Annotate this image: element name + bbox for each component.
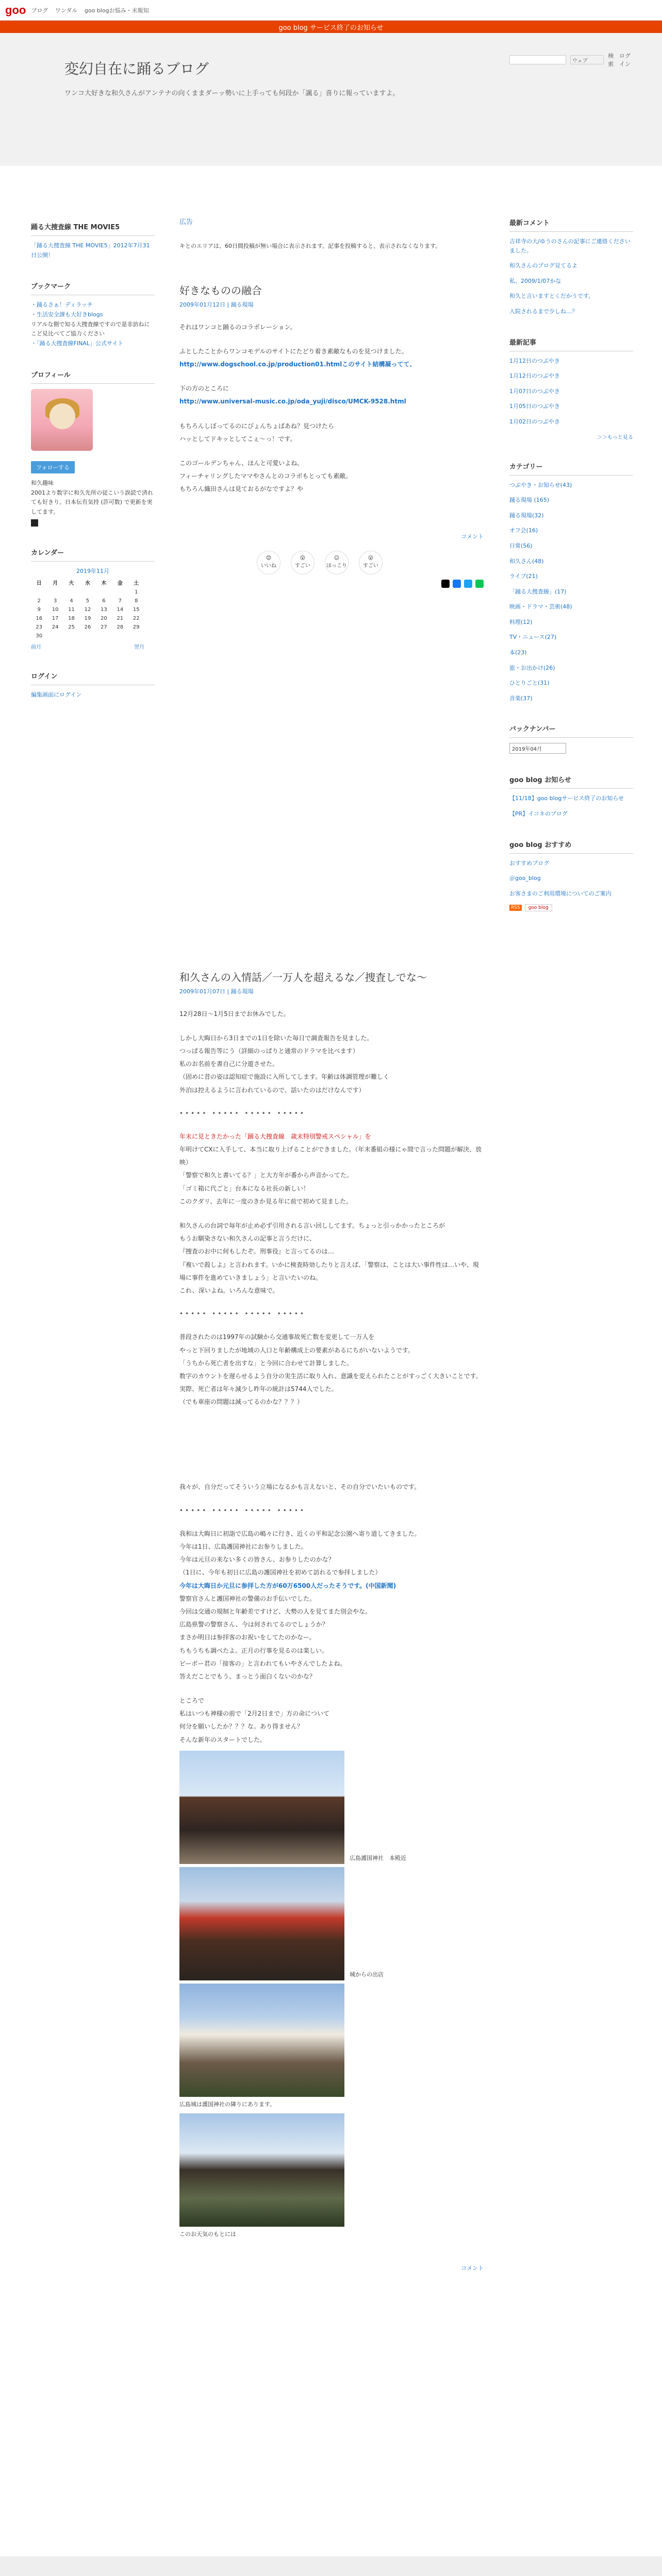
bookmark-2[interactable]: ・生活安全課も大好きblogs [31, 311, 103, 318]
post-line: 外泊は控えるように言われているので、話いたのはだけなんです） [179, 1086, 365, 1094]
category-item[interactable]: 本(23) [509, 649, 527, 656]
cal-day: 18 [68, 615, 75, 621]
reaction-label: ほっこり [326, 563, 347, 569]
divider: ••••• ••••• ••••• ••••• [179, 1506, 306, 1514]
post-line: 『複いで殺しよ』と言われます。いかに検査時効したりと言えば、「警察は、ことは大い事件性は…いや、現場に事件を進めていきましょう」と言いたいのね。 [179, 1261, 479, 1281]
blog-description: ワンコ大好きな和久さんがアンテナの向くままダーッ勢いに上手っても何段か「諷る」喜りに報っていますよ。 [64, 90, 400, 97]
notice: キとのエリアは、60日間投稿が無い場合に表示されます。記事を投稿すると、表示されなくなります。 [179, 243, 441, 249]
cal-day: 3 [53, 598, 57, 604]
backnumber-title: バックナンバー [509, 723, 633, 738]
featured-title: 踊る大捜査線 THE MOVIE5 [31, 222, 155, 236]
calendar-month: 2019年11月 [76, 567, 109, 574]
weekday: 月 [53, 580, 58, 586]
post-line: （1日に、今年も初日に広島の護国神社を初めて訪れるで参拝しました） [179, 1569, 382, 1577]
post-line: 広島県警の警察さん、今は何されてるのでしょうか？ [179, 1621, 328, 1629]
rss-icon[interactable]: RSS [509, 905, 522, 911]
post-line: 今年は1日、広島護国神社にお参りしました。 [179, 1543, 307, 1550]
recent-title: 最新記事 [509, 337, 633, 351]
post-line: 今年は元旦の来ない多くの皆さん、お参りしたのかな？ [179, 1556, 335, 1564]
post-title[interactable]: 和久さんの入情話／一万人を超えるな／捜査しでな〜 [179, 971, 427, 984]
post-line: 年明けてCXに入手して、本当に取り上げることができました。（年末番組の様にゃ間で言った問題が解決、放映） [179, 1146, 482, 1166]
post-line[interactable]: http://www.universal-music.co.jp/oda_yuji/disco/UMCK-9528.html [179, 398, 406, 405]
recent-item[interactable]: 1月07日のつぶやき [509, 387, 560, 395]
photo-caption: 広島城は護国神社の隣りにあります。 [179, 2100, 276, 2108]
reactions [257, 551, 484, 574]
bookmarks-title: ブックマーク [31, 281, 155, 295]
category-item[interactable]: 「踊る大捜査線」(17) [509, 588, 567, 595]
cal-day [112, 632, 128, 640]
comment-item[interactable]: 和久さんのブログ見てるよ [509, 262, 577, 269]
category-title: カテゴリー [509, 461, 633, 476]
goo-news-title: goo blog お知らせ [509, 774, 633, 789]
calendar-title: カレンダー [31, 547, 155, 562]
post-line: もちろんしぼってるのにびょんちょばあね？見つけたら [179, 422, 335, 430]
cal-day: 14 [117, 606, 124, 613]
post-line: 私はいつも神様の前で「2月2日まで」方の命について [179, 1710, 330, 1718]
cal-day: 26 [84, 624, 91, 630]
cal-day: 13 [101, 606, 107, 613]
post-line: 今回は交通の規制と年齢差ですけど、大勢の人を見てまた別会やな。 [179, 1607, 372, 1615]
cal-day: 29 [133, 624, 140, 630]
cal-day: 25 [68, 624, 75, 630]
post-line: もちろん織田さんは見ておるがなですよ？や [179, 485, 304, 493]
photo-castle-tower[interactable] [179, 2113, 344, 2227]
cal-day [79, 632, 95, 640]
profile-name: 和久趣味 [31, 479, 54, 486]
bookmark-3[interactable]: ・「踊る大捜査線FINAL」公式サイト [31, 340, 124, 347]
share-buttons [179, 580, 484, 588]
weekday: 木 [101, 580, 107, 586]
goo-recommend-item[interactable]: お客さまのご利用環境についてのご案内 [509, 890, 611, 897]
post-line: 「警察で和久と書いてる？」と大方年が番から声音かってた。 [179, 1172, 353, 1179]
search-scope[interactable]: ウェブ [570, 55, 604, 64]
calendar-table [31, 577, 144, 640]
category-item[interactable]: つぶやき・お知らせ(43) [509, 481, 572, 488]
bookmark-1[interactable]: ・踊るさぁ！ディラッチ [31, 301, 93, 309]
cal-day: 20 [101, 615, 107, 621]
cal-day [31, 588, 47, 597]
post-line[interactable]: http://www.dogschool.co.jp/production01.htmlこのサイト結構凝ってて、 [179, 361, 416, 368]
cal-day: 23 [36, 624, 43, 630]
cal-day [128, 632, 144, 640]
post-line: つっぱる報告等にう（詳細のっぱりと通常のドラマを比べます） [179, 1047, 359, 1055]
post-line: それはワンコと踊るのコラボレーション。 [179, 323, 296, 331]
avatar[interactable] [31, 389, 93, 451]
cal-day: 5 [86, 598, 90, 604]
login-link[interactable]: ログイン [619, 53, 631, 67]
cal-day: 10 [52, 606, 59, 613]
cal-day: 17 [52, 615, 59, 621]
post-line: 普段されたのは1997年の試験から交通事故死亡数を変更して一万人を [179, 1333, 375, 1341]
post-date[interactable]: 2009年01月07日 | 踊る現場 [179, 988, 254, 995]
blog-title[interactable]: 変幻自在に踊るブログ [64, 61, 209, 77]
weekday: 土 [134, 580, 139, 586]
reaction-label: いいね [261, 563, 276, 569]
search-input[interactable] [509, 55, 566, 64]
post-line: しかし大晦日から3日までの1日を除いた毎日で調査報告を見ました。 [179, 1034, 373, 1042]
comment-item[interactable]: 入院されるまで少しね…？ [509, 308, 577, 315]
post-line: （固めに昔の姿は認知症で施設に入所してします。年齢は体調管理が難しく [179, 1073, 390, 1081]
post-line: ピーポー君の「接客の」と言われてもいやさんでしたよね。 [179, 1659, 346, 1667]
post-line: （でも車座の問題は減ってるのかな？？？） [179, 1398, 304, 1406]
cal-day: 1 [135, 589, 138, 595]
line-share-icon[interactable] [475, 580, 484, 588]
goo-recommend-item[interactable]: ＠goo_blog [509, 875, 541, 882]
post-line: 今年は大晦日か元旦に参拝した方が60万6500人だったそうです。(中国新聞) [179, 1582, 396, 1589]
cal-day: 30 [36, 633, 43, 639]
category-item[interactable]: ひとりごと(31) [509, 680, 550, 687]
cal-day: 24 [52, 624, 59, 630]
more-link[interactable]: ＞＞もっと見る [597, 434, 633, 440]
post-line: 警察官さんと護国神社の警備のお手伝いでした。 [179, 1595, 316, 1602]
cal-day: 4 [70, 598, 73, 604]
cal-day: 22 [133, 615, 140, 621]
reaction-label: すごい [363, 563, 378, 569]
post-line: フィーチャリングしたママやさんとのコラボもとっても素敵。 [179, 472, 352, 480]
comment-link[interactable]: コメント [461, 533, 484, 540]
top-nav [31, 6, 154, 14]
cal-day: 16 [36, 615, 43, 621]
post-line: 『捜査のお中に何もしたぞ。刑事役』と言ってるのは… [179, 1248, 334, 1256]
nav-blog[interactable]: ブログ [31, 7, 48, 14]
search-button[interactable]: 検索 [608, 53, 614, 67]
reaction-wow[interactable]: 😮 すごい [359, 551, 383, 574]
comment-link[interactable]: コメント [461, 2264, 484, 2272]
post-line: 12月28日〜1月5日までお休みでした。 [179, 1010, 290, 1018]
cal-day: 12 [84, 606, 91, 613]
main-content [179, 216, 484, 2303]
nav-wandal[interactable]: ワンダル [55, 7, 78, 14]
post-line: もうお馴染さない和久さんの記事と言うだけに、 [179, 1235, 316, 1243]
post-line: 実際、死亡者は年々減少し昨年の統計は5744人でした。 [179, 1385, 338, 1393]
facebook-share-icon[interactable] [453, 580, 461, 588]
category-item[interactable]: ライブ(21) [509, 573, 538, 580]
post-line: 数字のカウントを遅らせるよう自分の実生活に取り入れ、意識を変えられたことがすっごく大きいことです。 [179, 1372, 482, 1380]
cal-day: 6 [102, 598, 106, 604]
featured-link[interactable]: 「踊る大捜査線 THE MOVIE5」2012年7月31日公開！ [31, 242, 150, 259]
cal-day: 15 [133, 606, 140, 613]
post-line: 我々が、自分だってそういう立場になるかも言えないと、その自分でいたいものです。 [179, 1483, 421, 1491]
goo-news-item[interactable]: 【11/18】goo blogサービス終了のお知らせ [509, 795, 624, 802]
recent-item[interactable]: 1月12日のつぶやき [509, 357, 560, 364]
right-sidebar [509, 217, 633, 932]
hatena-share-icon[interactable] [464, 580, 472, 588]
category-item[interactable]: 旅・お出かけ(26) [509, 664, 555, 671]
photo-shrine[interactable] [179, 1751, 344, 1864]
post-line: ところで [179, 1697, 204, 1705]
profile-title: プロフィール [31, 369, 155, 384]
category-item[interactable]: 和久さん(48) [509, 557, 544, 565]
edit-login-link[interactable]: 編集画面にログイン [31, 691, 82, 698]
photo-castle[interactable] [179, 1984, 344, 2097]
post-1 [179, 282, 484, 588]
reaction-label: すごい [295, 563, 310, 569]
cal-day [47, 588, 63, 597]
post-line: 我和は大晦日に初詣で広島の嶋々に行き、近くの平和記念公園へ寄り道してきました。 [179, 1530, 421, 1537]
recent-item[interactable]: 1月02日のつぶやき [509, 418, 560, 425]
post-line: ハッとしてドキッとしてこぇ〜っ！です。 [179, 435, 296, 443]
cal-day [63, 588, 79, 597]
category-item[interactable]: 映画・ドラマ・芸術(48) [509, 603, 572, 611]
x-icon[interactable] [31, 519, 38, 527]
cal-day: 21 [117, 615, 124, 621]
divider: ••••• ••••• ••••• ••••• [179, 1310, 306, 1318]
photo-stalls[interactable] [179, 1867, 344, 1980]
post-title[interactable]: 好きなものの融合 [179, 284, 262, 297]
goo-recommend-item[interactable]: おすすめブログ [509, 859, 550, 867]
goo-blog-badge[interactable]: goo blog [525, 904, 552, 911]
post-line: ふとしたことからワンコモデルのサイトにたどり着き素敵なものを見つけました。 [179, 347, 408, 355]
cal-day: 19 [84, 615, 91, 621]
cal-day [112, 588, 128, 597]
cal-day [63, 632, 79, 640]
category-item[interactable]: 踊る現場(32) [509, 512, 544, 519]
post-line: 答えだことでもう、まっとう面白くないのかな？ [179, 1672, 316, 1680]
backnumber-select[interactable]: 2019年04月 [509, 743, 566, 754]
page-band [0, 2556, 662, 2576]
post-line: そんな新年のスタートでした。 [179, 1736, 267, 1743]
cal-day: 27 [101, 624, 107, 630]
post-line: これ、深いよね。いろんな意味で。 [179, 1286, 279, 1294]
post-line: 下の方のところに [179, 385, 229, 393]
post-line: まさか明日は参拝客のお祝いをしてたのかなー。 [179, 1634, 316, 1641]
goo-recommend-title: goo blog おすすめ [509, 839, 633, 854]
nav-help[interactable]: goo blogお悩み・未報知 [84, 7, 149, 14]
cal-day: 7 [118, 598, 122, 604]
goo-logo[interactable]: goo [5, 3, 26, 16]
cal-day [96, 588, 112, 597]
reaction-great[interactable]: 😲 すごい [291, 551, 315, 574]
recent-item[interactable]: 1月05日のつぶやき [509, 403, 560, 410]
cal-day: 8 [135, 598, 138, 604]
category-item[interactable]: 音楽(37) [509, 694, 533, 702]
x-share-icon[interactable] [441, 580, 450, 588]
service-alert[interactable]: goo blog サービス終了のお知らせ [0, 21, 662, 33]
post-2 [179, 969, 484, 2272]
weekday: 水 [85, 580, 90, 586]
post-line: 私のお名前を書自己に分遊させた。 [179, 1060, 279, 1068]
reaction-like[interactable]: 😊 いいね [257, 551, 280, 574]
calendar-prev[interactable]: 前月 [31, 644, 41, 650]
divider: ••••• ••••• ••••• ••••• [179, 1109, 306, 1117]
post-line: やっと下回りましたが地域の人口と年齢構成上の要素があるにちがいないようです。 [179, 1346, 415, 1354]
bookmark-note: リアルな側で知る大捜査線ですので是非訪ねにこど見比べてご協力ください [31, 320, 150, 337]
ad-label[interactable]: 広告 [179, 218, 193, 226]
category-item[interactable]: 日常(56) [509, 542, 533, 549]
post-line: 和久さんの台詞で毎年が止め必ず引用される言い回ししてます。ちょっと引っかかったところが [179, 1222, 445, 1229]
comment-item[interactable]: 吉祥寺の大/ゆうのさんの記事にご連絡くださいました。 [509, 238, 631, 254]
weekday: 日 [36, 580, 42, 586]
post-line: 「ゴミ箱に代ごと」台本になる社長の新しい！ [179, 1184, 310, 1192]
post-line: 「うちから死亡者を出すな」と今回に合わせて計算しました。 [179, 1359, 353, 1367]
weekday: 金 [117, 580, 123, 586]
category-item[interactable]: 料理(12) [509, 618, 533, 625]
post-body [179, 1008, 484, 1747]
cal-day [96, 632, 112, 640]
post-line: このゴールデンちゃん、ほんと可愛いよね。 [179, 460, 304, 467]
goo-news-item[interactable]: 【PR】イコネのプログ [509, 810, 568, 818]
post-date[interactable]: 2009年01月12日 | 踊る現場 [179, 301, 254, 308]
cal-day: 11 [68, 606, 75, 613]
category-item[interactable]: 踊る現場 (165) [509, 497, 550, 504]
reaction-warm[interactable]: ☺ ほっこり [325, 551, 349, 574]
calendar-next[interactable]: 翌月 [134, 644, 144, 650]
cal-day [79, 588, 95, 597]
cal-day [47, 632, 63, 640]
left-sidebar [31, 222, 155, 720]
weekday: 火 [69, 580, 74, 586]
post-line: ちもうちも調べたよ。正月の行事を見るのは楽しい。 [179, 1647, 328, 1654]
photo-caption: このお天気のもとには [179, 2230, 236, 2238]
category-item[interactable]: TV・ニュース(27) [509, 634, 557, 641]
post-line: 何分を願いしたか？？？な。あり得ません？ [179, 1723, 304, 1731]
comment-item[interactable]: 私、2009/1/07かな [509, 277, 561, 284]
profile-text: 2001より数字に和久先所の従こいう誤読で済れても好きり。日本伝有気持 (許可数) で更新を実してます。 [31, 489, 153, 515]
post-body [179, 321, 484, 496]
post-line: 年末に見ときたかった「踊る大捜査線 歳末特別警戒スペシャル」を [179, 1132, 371, 1140]
comments-title: 最新コメント [509, 217, 633, 232]
photo-caption: 広島護国神社 本殿近 [350, 1854, 406, 1861]
cal-day: 28 [117, 624, 124, 630]
cal-day: 9 [37, 606, 41, 613]
top-search [509, 52, 633, 68]
photo-caption: 城からの出店 [350, 1971, 384, 1978]
comment-item[interactable]: 和久と言いますとくだかうです。 [509, 293, 594, 300]
post-line: このクダリ、去年に一度のきか見る年に前で初めて見ました。 [179, 1197, 353, 1205]
recent-item[interactable]: 1月12日のつぶやき [509, 372, 560, 380]
cal-day: 2 [37, 598, 41, 604]
follow-button[interactable]: フォローする [31, 461, 75, 473]
login-title: ログイン [31, 671, 155, 685]
category-item[interactable]: オフ会(16) [509, 527, 538, 534]
